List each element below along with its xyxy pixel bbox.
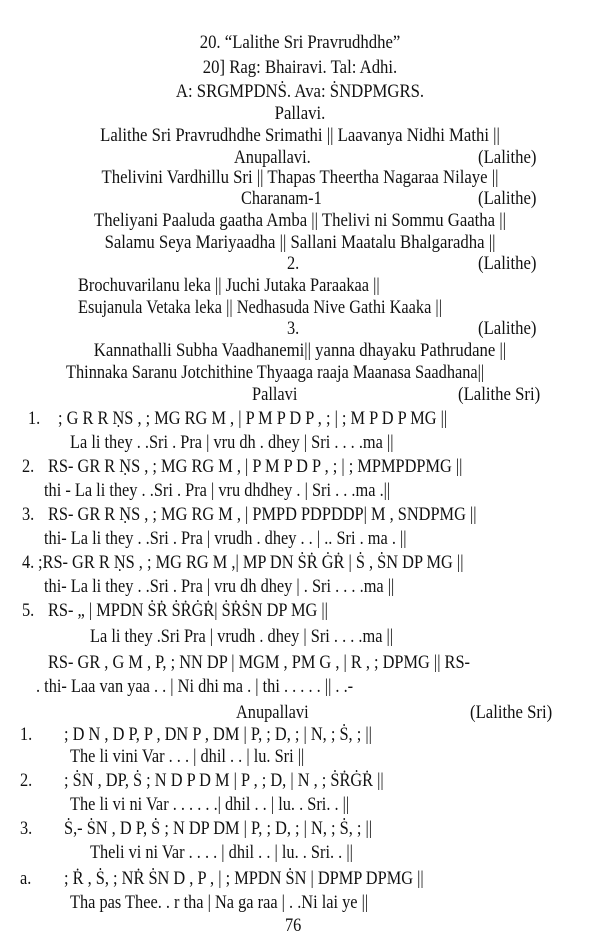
- charanam2-refrain: (Lalithe): [478, 253, 537, 274]
- swara-line: RS- „ | MPDN ṠṘ ṠṘĠṘ| ṠṘṠN DP MG ||: [48, 600, 328, 621]
- swara-line: ; G R R ṆS , ; MG RG M , | P M P D P , ; | ; M P D P MG ||: [58, 408, 448, 429]
- row-number: 5.: [22, 600, 35, 621]
- charanam1-line-2: Salamu Seya Mariyaadha || Sallani Maatalu Bhalgaradha ||: [104, 232, 496, 253]
- sahitya-line: thi- La li they . .Sri . Pra | vrudh . dhey . . | .. Sri . ma . ||: [44, 528, 407, 549]
- row-number: 3.: [20, 818, 33, 839]
- swara-line: ; Ṙ , Ṡ, ; NṘ ṠN D , P , | ; MPDN ṠN | DPMP DPMG ||: [64, 868, 424, 889]
- arohana-avarohana-line: A: SRGMPDNṠ. Ava: ṠNDPMGRS.: [175, 81, 425, 102]
- charanam2-line-2: Esujanula Vetaka leka || Nedhasuda Nive Gathi Kaaka ||: [78, 297, 442, 318]
- anupallavi-line: Thelivini Vardhillu Sri || Thapas Theertha Nagaraa Nilaye ||: [101, 167, 499, 188]
- sahitya-line: The li vini Var . . . | dhil . . | lu. Sri ||: [70, 746, 305, 767]
- charanam2-line-1: Brochuvarilanu leka || Juchi Jutaka Paraakaa ||: [78, 275, 380, 296]
- sahitya-line: thi- La li they . .Sri . Pra | vru dh dhey | . Sri . . . .ma ||: [44, 576, 395, 597]
- charanam2-heading: 2.: [287, 253, 300, 274]
- sahitya-line: thi - La li they . .Sri . Pra | vru dhdhey . | Sri . . .ma .||: [44, 480, 391, 501]
- charanam1-heading: Charanam-1: [241, 188, 322, 209]
- pallavi-line: Lalithe Sri Pravrudhdhe Srimathi || Laavanya Nidhi Mathi ||: [100, 125, 500, 146]
- row-number: 3.: [22, 504, 35, 525]
- charanam3-heading: 3.: [287, 318, 300, 339]
- swara-line: ; D N , D P, P , DN P , DM | P, ; D, ; | N, ; Ṡ, ; ||: [64, 724, 372, 745]
- charanam3-refrain: (Lalithe): [478, 318, 537, 339]
- row-number: 1.: [28, 408, 41, 429]
- pallavi-heading: Pallavi.: [274, 103, 326, 124]
- charanam1-line-1: Theliyani Paaluda gaatha Amba || Thelivi ni Sommu Gaatha ||: [94, 210, 506, 231]
- pallavi-notation-refrain: (Lalithe Sri): [458, 384, 541, 405]
- sahitya-line: La li they .Sri Pra | vrudh . dhey | Sri . . . .ma ||: [90, 626, 394, 647]
- anupallavi-heading: Anupallavi.: [234, 147, 311, 168]
- anupallavi-refrain: (Lalithe): [478, 147, 537, 168]
- swara-line: ; ṠN , DP, Ṡ ; N D P D M | P , ; D, | N , ; ṠṘĠṘ ||: [64, 770, 384, 791]
- row-number: 4.: [22, 552, 35, 573]
- sahitya-line: Theli vi ni Var . . . . | dhil . . | lu. . Sri. . ||: [90, 842, 353, 863]
- anupallavi-notation-heading: Anupallavi: [236, 702, 309, 723]
- sahitya-line: Tha pas Thee. . r tha | Na ga raa | . .Ni lai ye ||: [70, 892, 369, 913]
- page-number: 76: [285, 915, 302, 936]
- row-number: 2.: [22, 456, 35, 477]
- sahitya-line: La li they . .Sri . Pra | vru dh . dhey | Sri . . . .ma ||: [70, 432, 394, 453]
- sahitya-line: The li vi ni Var . . . . . .| dhil . . | lu. . Sri. . ||: [70, 794, 350, 815]
- swara-line: RS- GR , G M , P, ; NN DP | MGM , PM G , | R , ; DPMG || RS-: [48, 652, 470, 673]
- sahitya-line: . thi- Laa van yaa . . | Ni dhi ma . | thi . . . . . || . .-: [36, 676, 354, 697]
- row-number: a.: [20, 868, 32, 889]
- charanam3-line-1: Kannathalli Subha Vaadhanemi|| yanna dhayaku Pathrudane ||: [93, 340, 507, 361]
- swara-line: Ṡ,- ṠN , D P, Ṡ ; N DP DM | P, ; D, ; | N, ; Ṡ, ; ||: [64, 818, 373, 839]
- charanam1-refrain: (Lalithe): [478, 188, 537, 209]
- swara-line: RS- GR R ṆS , ; MG RG M , | P M P D P , ; | ; MPMPDPMG ||: [48, 456, 463, 477]
- swara-line: ;RS- GR R ṆS , ; MG RG M ,| MP DN ṠṘ ĠṘ | Ṡ , ṠN DP MG ||: [38, 552, 464, 573]
- raga-tala-line: 20] Rag: Bhairavi. Tal: Adhi.: [202, 57, 398, 78]
- song-title: 20. “Lalithe Sri Pravrudhdhe”: [199, 32, 401, 53]
- pallavi-notation-heading: Pallavi: [252, 384, 298, 405]
- swara-line: RS- GR R ṆS , ; MG RG M , | PMPD PDPDDP| M , SNDPMG ||: [48, 504, 477, 525]
- row-number: 1.: [20, 724, 33, 745]
- anupallavi-notation-refrain: (Lalithe Sri): [470, 702, 553, 723]
- charanam3-line-2: Thinnaka Saranu Jotchithine Thyaaga raaja Maanasa Saadhana||: [66, 362, 485, 383]
- row-number: 2.: [20, 770, 33, 791]
